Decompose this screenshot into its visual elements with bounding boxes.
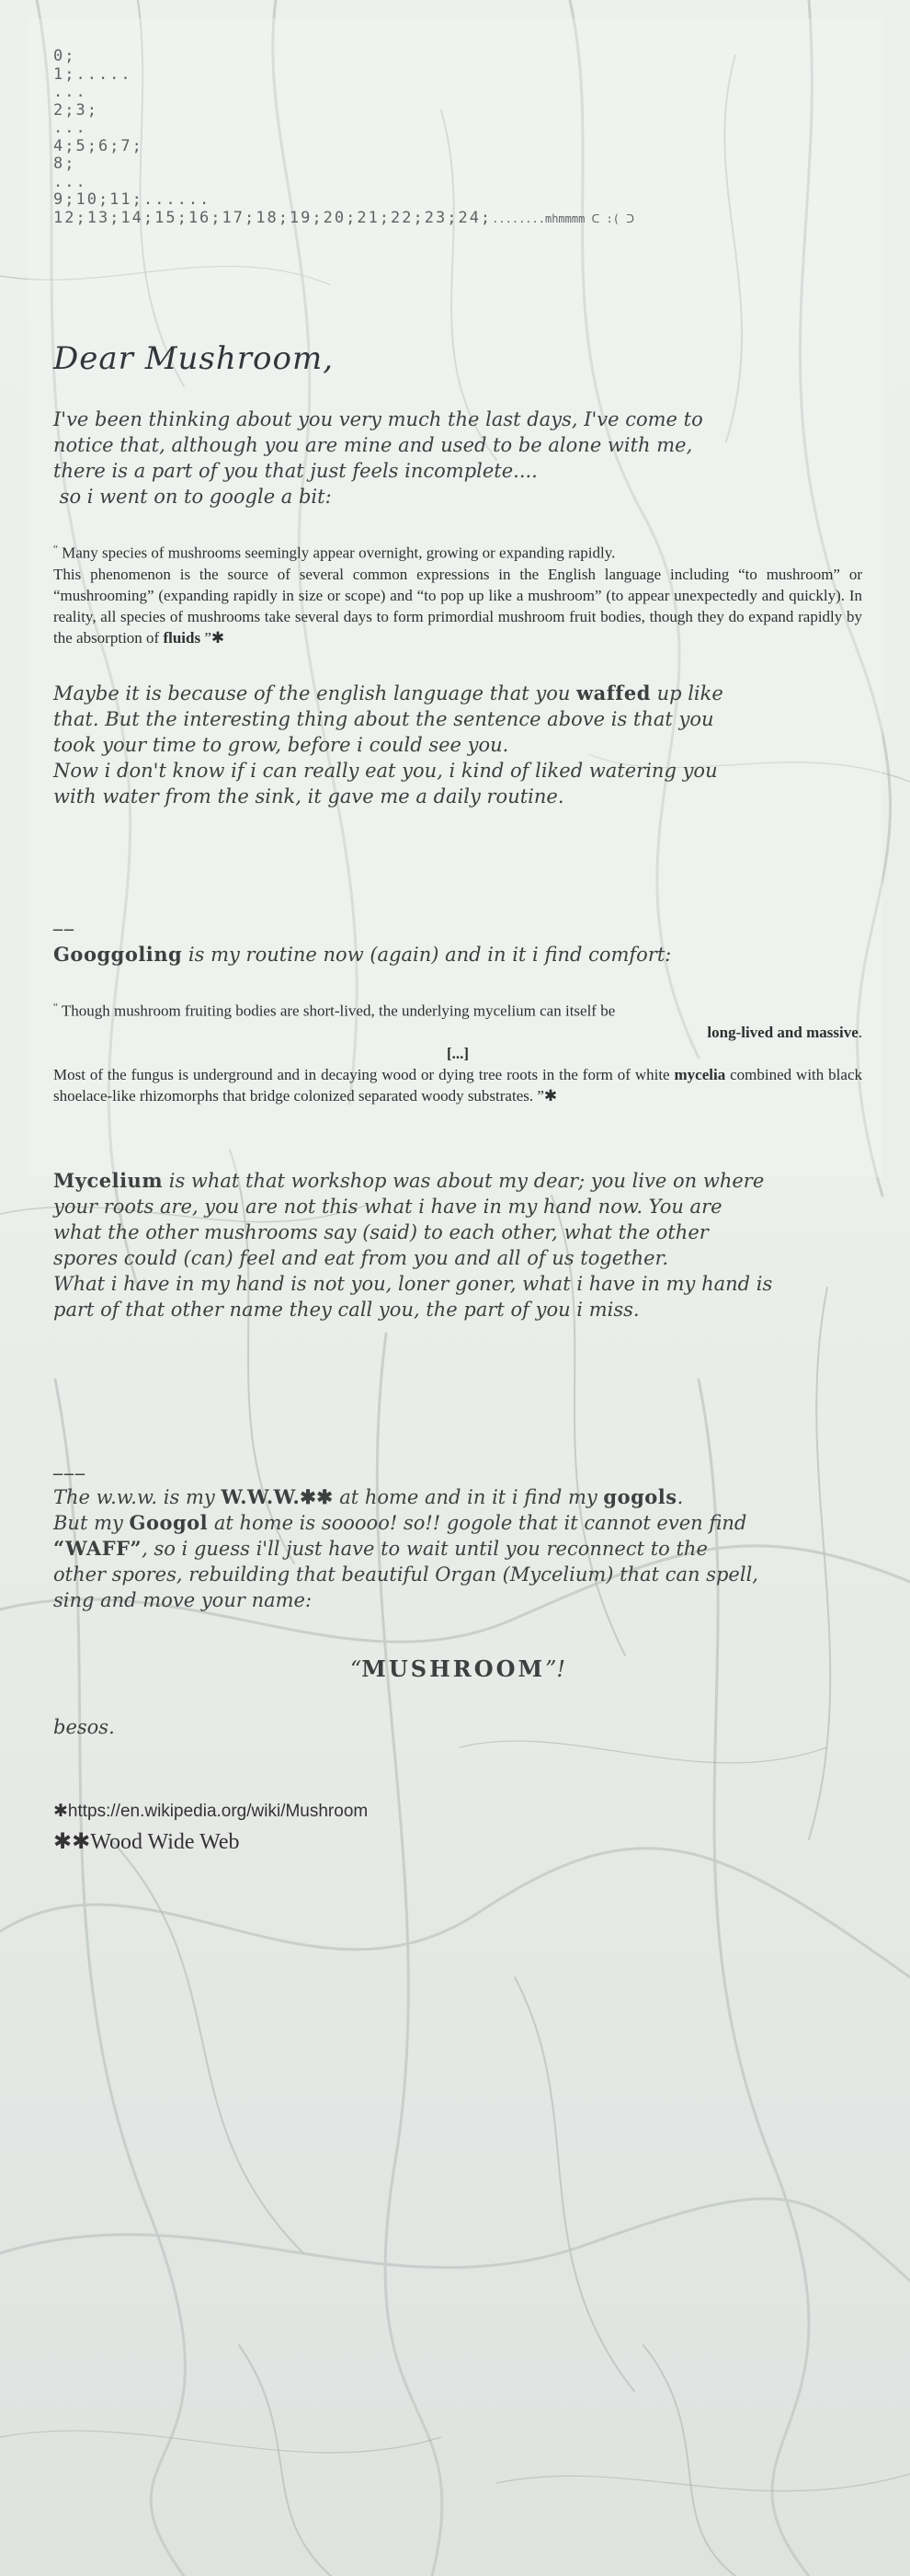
letter-greeting: Dear Mushroom,: [53, 340, 335, 377]
counter-line: 9;10;11;......: [53, 190, 211, 209]
wikipedia-quote-2: [53, 997, 862, 1106]
quote1-body: [53, 564, 862, 648]
footnote-wikipedia-link[interactable]: ✱https://en.wikipedia.org/wiki/Mushroom: [53, 1802, 369, 1821]
wikipedia-quote-1: [53, 539, 862, 648]
www-line-2: [53, 1510, 862, 1536]
para2-line: took your time to grow, before i could see you.: [53, 734, 509, 756]
quote-open-mark: “: [53, 544, 58, 555]
googol-bold: Googol: [129, 1511, 209, 1534]
intro-line: notice that, although you are mine and used to be alone with me,: [53, 434, 693, 456]
quote2-period: .: [858, 1023, 862, 1041]
intro-line: I've been thinking about you very much the last days, I've come to: [53, 408, 703, 430]
mushroom-bold-name: MUSHROOM: [361, 1655, 546, 1682]
mycelium-line: part of that other name they call you, the part of you i miss.: [53, 1299, 640, 1321]
mycelium-bold-word: Mycelium: [53, 1169, 164, 1192]
quote2-body: [53, 1064, 862, 1106]
counter-line: ...: [53, 119, 87, 137]
mycelium-line: what the other mushrooms say (said) to each other, what the other: [53, 1221, 709, 1243]
quote1-line1: Many species of mushrooms seemingly appear overnight, growing or expanding rapidly.: [62, 544, 616, 562]
counter-line: 1;.....: [53, 64, 132, 84]
para2-first-line: [53, 681, 862, 706]
section-dash-2: ___: [53, 1453, 86, 1475]
quote2-body-text: Most of the fungus is underground and in decaying wood or dying tree roots in the form of white: [53, 1065, 670, 1083]
www-text-2: at home and in it i find my: [339, 1486, 597, 1508]
counter-line: ...: [53, 83, 87, 101]
quote-close-mark: ”✱: [537, 1086, 558, 1105]
gogols-bold: gogols: [603, 1485, 677, 1508]
googgoling-text: is my routine now (again) and in it i find comfort:: [188, 944, 672, 966]
para2-bold-word: waffed: [576, 681, 651, 704]
counter-line: 2;3;: [53, 100, 98, 120]
quote-open-mark: “: [53, 1002, 58, 1013]
www-line-3: [53, 1536, 862, 1562]
mycelium-line: spores could (can) feel and eat from you and all of us together.: [53, 1247, 669, 1269]
mycelium-text: is what that workshop was about my dear; you live on where: [168, 1170, 765, 1192]
quote2-ellipsis: [...]: [446, 1044, 470, 1062]
googgoling-line: [53, 942, 862, 967]
quote1-first-line: [53, 539, 862, 564]
quote2-line1: Though mushroom fruiting bodies are short-lived, the underlying mycelium can itself be: [61, 1002, 616, 1020]
quote2-body-text-after: combined with black shoelace-like rhizomorphs that bridge colonized separated woody substrates.: [53, 1065, 862, 1105]
www-text-5: , so i guess i'll just have to wait until you reconnect to the: [142, 1538, 708, 1560]
mushroom-name-line: [53, 1655, 862, 1682]
mycelium-first-line: [53, 1168, 862, 1194]
mycelium-line: What i have in my hand is not you, loner goner, what i have in my hand is: [53, 1273, 773, 1295]
counter-line: [53, 210, 862, 229]
www-period: .: [677, 1486, 684, 1508]
paragraph-waffed: [53, 681, 862, 809]
counter-line: ...: [53, 172, 87, 191]
quote2-first-line: [53, 997, 862, 1022]
para2-line: with water from the sink, it gave me a daily routine.: [53, 785, 564, 807]
para2-text: Maybe it is because of the english language that you: [53, 682, 571, 704]
counter-numbers: 12;13;14;15;16;17;18;19;20;21;22;23;24;: [53, 208, 493, 227]
quote-close-mark: ”✱: [204, 628, 225, 647]
www-line: sing and move your name:: [53, 1589, 313, 1611]
quote2-bold-phrase: long-lived and massive: [707, 1023, 859, 1041]
googgoling-bold-word: Googgoling: [53, 943, 183, 966]
intro-line: there is a part of you that just feels incomplete....: [53, 460, 538, 482]
www-text-3: But my: [53, 1512, 123, 1534]
quote1-bold-word: fluids: [163, 628, 201, 647]
para2-line: that. But the interesting thing about the sentence above is that you: [53, 708, 714, 730]
para2-text-after: up like: [656, 682, 723, 704]
section-dash-1: __: [53, 909, 75, 931]
www-line-1: [53, 1484, 862, 1510]
www-line: other spores, rebuilding that beautiful Organ (Mycelium) that can spell,: [53, 1563, 758, 1586]
www-text-4: at home is sooooo! so!! gogole that it cannot even find: [213, 1512, 747, 1534]
www-bold: W.W.W.✱✱: [221, 1485, 334, 1508]
signoff: besos.: [53, 1716, 115, 1738]
counter-line: 8;: [53, 155, 76, 173]
www-paragraph: [53, 1484, 862, 1613]
counter-line: 4;5;6;7;: [53, 136, 143, 155]
quote2-bold-word: mycelia: [674, 1065, 726, 1083]
quote1-body-text: This phenomenon is the source of several common expressions in the English language including “to mushroom” or “mushrooming” (expanding rapidly in size or scope) and “to pop up like a mushroom” (to appear unexpectedly and quickly). In reality, all species of mushrooms take several days to form primordial mushroom fruit bodies, though they do expand rapidly by the absorption of: [53, 565, 862, 647]
counter-tail: ........mhmmmm ᑕ :( ᑐ: [492, 212, 634, 225]
www-text: The w.w.w. is my: [53, 1486, 215, 1508]
footnote-wood-wide-web: ✱✱Wood Wide Web: [53, 1830, 240, 1854]
intro-line: so i went on to google a bit:: [53, 486, 332, 508]
mycelium-paragraph: [53, 1168, 862, 1322]
intro-paragraph: [53, 406, 862, 509]
mycelium-line: your roots are, you are not this what i have in my hand now. You are: [53, 1196, 722, 1218]
para2-line: Now i don't know if i can really eat you, i kind of liked watering you: [53, 760, 718, 782]
name-close-quote: ”!: [545, 1656, 566, 1682]
counter-line: 0;: [53, 47, 76, 65]
waff-bold: “WAFF”: [53, 1537, 142, 1560]
name-open-quote: “: [349, 1656, 362, 1682]
quote2-second-line: [53, 1022, 862, 1043]
counter-list: [53, 48, 862, 228]
